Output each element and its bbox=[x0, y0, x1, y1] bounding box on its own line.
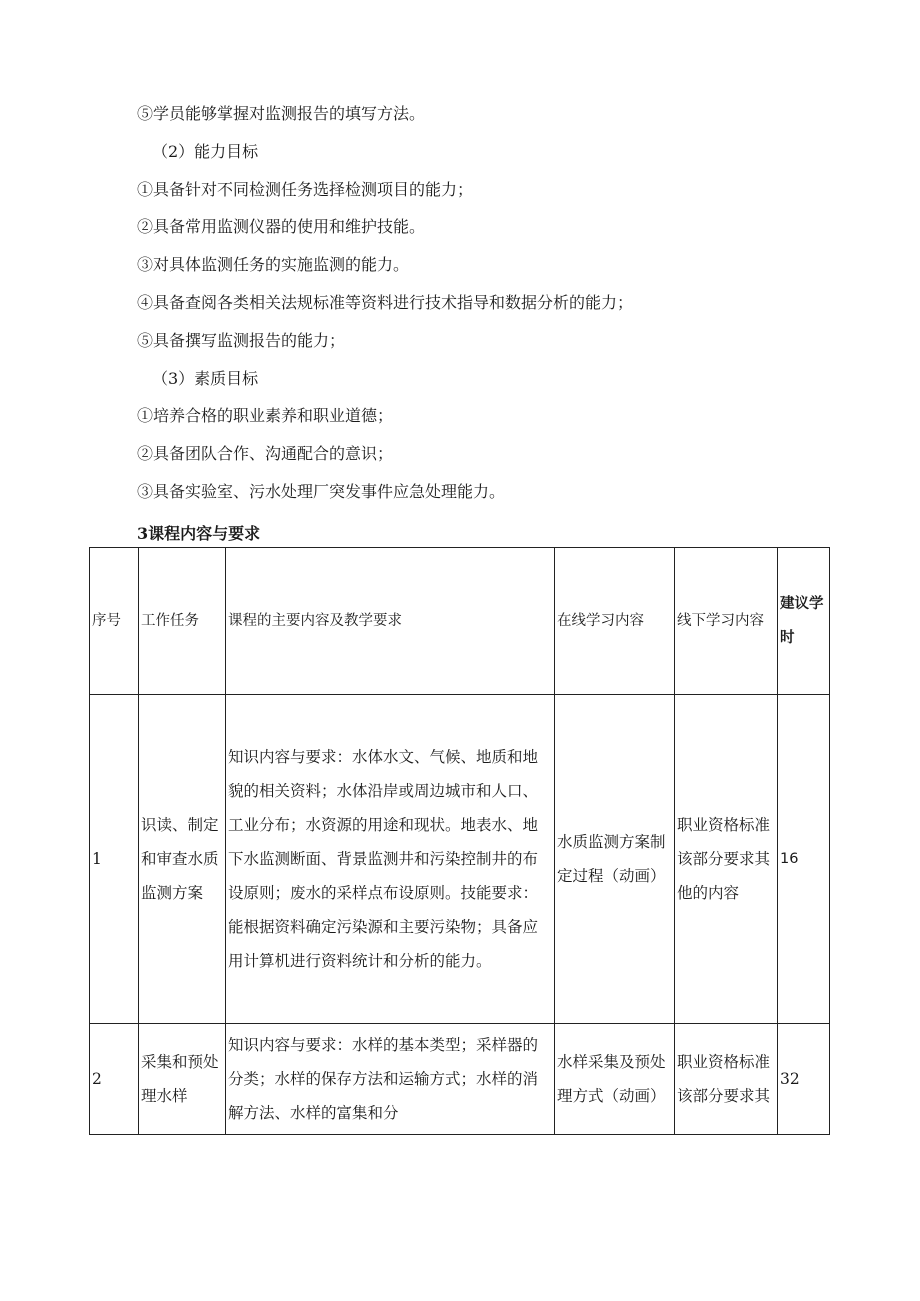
header-content: 课程的主要内容及教学要求 bbox=[226, 548, 555, 695]
objective-line: ②具备团队合作、沟通配合的意识； bbox=[137, 444, 394, 463]
cell-offline: 职业资格标准该部分要求其 bbox=[675, 1024, 778, 1135]
objective-line: ⑤学员能够掌握对监测报告的填写方法。 bbox=[137, 104, 426, 123]
section-heading: 3课程内容与要求 bbox=[137, 524, 261, 543]
header-task: 工作任务 bbox=[139, 548, 226, 695]
cell-content: 知识内容与要求：水样的基本类型；采样器的分类；水样的保存方法和运输方式；水样的消解方法、水样的富集和分 bbox=[226, 1024, 555, 1135]
subheading-ability: （2）能力目标 bbox=[152, 142, 259, 161]
objective-line: ④具备查阅各类相关法规标准等资料进行技术指导和数据分析的能力； bbox=[137, 293, 634, 312]
header-seq: 序号 bbox=[90, 548, 139, 695]
subheading-quality: （3）素质目标 bbox=[152, 369, 259, 388]
table-row bbox=[90, 695, 830, 1024]
course-content-table bbox=[89, 547, 830, 1135]
cell-hours: 32 bbox=[778, 1024, 830, 1135]
objective-line: ③具备实验室、污水处理厂突发事件应急处理能力。 bbox=[137, 482, 506, 501]
cell-task: 识读、制定和审查水质监测方案 bbox=[139, 695, 226, 1024]
cell-task: 采集和预处理水样 bbox=[139, 1024, 226, 1135]
objective-line: ①培养合格的职业素养和职业道德； bbox=[137, 406, 394, 425]
objective-line: ③对具体监测任务的实施监测的能力。 bbox=[137, 255, 410, 274]
table-row bbox=[90, 1024, 830, 1135]
cell-hours: 16 bbox=[778, 695, 830, 1024]
header-online: 在线学习内容 bbox=[555, 548, 675, 695]
objective-line: ①具备针对不同检测任务选择检测项目的能力； bbox=[137, 180, 474, 199]
cell-online: 水样采集及预处理方式（动画） bbox=[555, 1024, 675, 1135]
header-offline: 线下学习内容 bbox=[675, 548, 778, 695]
cell-seq: 1 bbox=[90, 695, 139, 1024]
header-hours: 建议学时 bbox=[778, 548, 830, 695]
objective-line: ⑤具备撰写监测报告的能力； bbox=[137, 331, 346, 350]
objective-line: ②具备常用监测仪器的使用和维护技能。 bbox=[137, 217, 426, 236]
cell-seq: 2 bbox=[90, 1024, 139, 1135]
cell-offline: 职业资格标准该部分要求其他的内容 bbox=[675, 695, 778, 1024]
cell-online: 水质监测方案制定过程（动画） bbox=[555, 695, 675, 1024]
table-header-row bbox=[90, 548, 830, 695]
cell-content: 知识内容与要求：水体水文、气候、地质和地貌的相关资料；水体沿岸或周边城市和人口、工业分布；水资源的用途和现状。地表水、地下水监测断面、背景监测井和污染控制井的布设原则；废水的采样点布设原则。技能要求：能根据资料确定污染源和主要污染物；具备应用计算机进行资料统计和分析的能力。 bbox=[226, 695, 555, 1024]
